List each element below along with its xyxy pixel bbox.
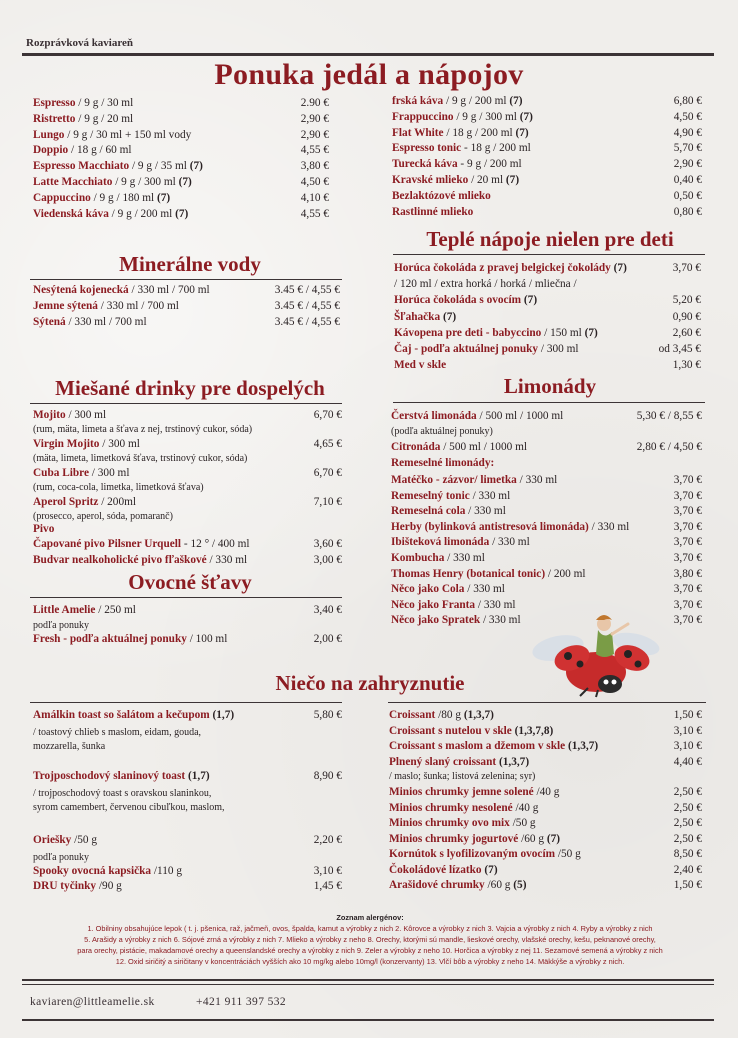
item-detail: / 330 ml / 700 ml (128, 284, 210, 296)
item-price: 3.45 € / 4,55 € (274, 284, 340, 296)
item-note: (rum, mäta, limeta a šťava z nej, trstinový cukor, sóda) (33, 424, 253, 435)
snack-item (389, 724, 553, 740)
item-detail: /60 g (518, 832, 547, 845)
item-detail: / 9 g / 200 ml (108, 207, 176, 220)
item-detail: / 330 ml (475, 598, 516, 611)
item-price: 5,30 € / 8,55 € (636, 410, 702, 422)
item-price: 3.45 € / 4,55 € (274, 316, 340, 328)
item-note: mozzarella, šunka (33, 741, 106, 752)
item-price: 2,40 € (673, 863, 702, 876)
item-price: 2,50 € (673, 817, 702, 829)
item-price: 6,70 € (313, 409, 342, 421)
item-name: Minios chrumky nesolené (389, 801, 513, 814)
item-name: Ristretto (33, 112, 76, 125)
section-rule (393, 254, 705, 255)
item-price: 6,80 € (673, 95, 702, 107)
craft-item (391, 504, 506, 520)
top-divider (22, 53, 714, 56)
item-name: Cuba Libre (33, 467, 89, 479)
item-name: Doppio (33, 144, 69, 157)
item-allergens: (1,3,7,8) (514, 724, 554, 737)
item-price: 0,80 € (673, 205, 702, 218)
item-price: 4,55 € (300, 207, 329, 220)
item-name: Budvar nealkoholické pivo fľaškové (33, 553, 207, 566)
coffee-item (33, 96, 133, 112)
snack-item (389, 801, 538, 817)
item-detail: / 18 g / 60 ml (68, 144, 132, 157)
item-detail: / 300 ml (99, 438, 140, 450)
item-name: Minios chrumky jogurtové (389, 832, 519, 845)
section-title-snacks: Niečo na zahryznutie (275, 671, 465, 695)
item-detail: - 9 g / 200 ml (457, 158, 522, 171)
item-price: 3,70 € (673, 536, 702, 549)
item-detail: / 330 ml (480, 614, 521, 627)
item-price: 3,10 € (673, 724, 702, 737)
item-name: Croissant s nutelou v skle (389, 724, 512, 737)
item-price: 1,50 € (673, 709, 702, 721)
item-allergens: (1,7) (212, 709, 235, 721)
allergen-line: 12. Oxid siričitý a siričitany v koncentráciách vyšších ako 10 mg/kg alebo 10mg/l (konzervanty) 13. Vlčí bôb a výrobky z neho 14. Mäkkýše a výrobky z nich. (115, 957, 625, 966)
item-price: 3,00 € (313, 553, 342, 566)
allergen-title: Zoznam alergénov: (336, 913, 404, 922)
craft-lemonade-label: Remeselné limonády: (391, 457, 495, 469)
item-price: 2,50 € (673, 786, 702, 798)
item-name: Kornútok s lyofilizovaným ovocím (389, 848, 556, 860)
item-name: Nesýtená kojenecká (33, 284, 129, 296)
item-price: 4,50 € (300, 176, 329, 188)
item-name: Kombucha (391, 552, 445, 564)
item-name: Espresso tonic (392, 142, 462, 155)
item-name: Flat White (392, 126, 444, 139)
item-detail: / 330 ml / 700 ml (65, 316, 147, 328)
item-allergens: (7) (156, 191, 171, 204)
item-allergens: (1,3,7) (463, 709, 494, 721)
item-name: Něco jako Spratek (391, 614, 481, 627)
craft-item (391, 598, 516, 614)
item-price: od 3,45 € (658, 343, 701, 355)
beer-item (33, 553, 247, 569)
item-name: Minios chrumky ovo mix (389, 817, 510, 829)
coffee-item (33, 143, 132, 159)
section-title-mixed: Miešané drinky pre dospelých (55, 376, 325, 400)
snack-item (389, 755, 529, 771)
item-name: Šľahačka (394, 310, 441, 323)
item-name: Latte Macchiato (33, 176, 113, 188)
item-price: 2,90 € (300, 112, 329, 125)
item-price: 6,70 € (313, 467, 342, 479)
craft-item (391, 473, 557, 489)
item-allergens: (7) (613, 262, 627, 274)
item-allergens: (1,7) (187, 770, 210, 782)
item-price: 4,40 € (673, 755, 702, 768)
allergen-legend (30, 912, 710, 967)
item-detail: / 330 ml (588, 520, 630, 533)
item-price: 2,50 € (673, 801, 702, 814)
item-note: / trojposchodový toast s oravskou slaninkou, (33, 788, 212, 799)
item-detail: / 330 ml (465, 505, 506, 518)
coffee-item (33, 159, 203, 175)
item-price: 2,00 € (313, 633, 342, 645)
item-allergens: (1,3,7) (498, 755, 530, 768)
item-price: 5,70 € (673, 142, 702, 155)
item-price: 3.45 € / 4,55 € (274, 300, 340, 312)
coffee-item (392, 157, 522, 173)
item-detail: /110 g (151, 865, 182, 877)
item-detail: / 9 g / 300 ml (453, 110, 520, 123)
item-detail: / 330 ml (206, 553, 248, 566)
item-note: (prosecco, aperol, sóda, pomaranč) (33, 511, 173, 522)
item-detail: /80 g (435, 709, 464, 721)
juice-item (33, 603, 136, 619)
item-name: Frappuccino (392, 110, 454, 123)
warm-item (394, 310, 456, 326)
snack-item (33, 879, 122, 895)
coffee-item (392, 110, 533, 126)
item-detail: / 9 g / 30 ml (75, 97, 134, 109)
footer-divider (22, 1019, 714, 1021)
snack-item (389, 785, 559, 801)
item-detail: / 330 ml (516, 474, 558, 486)
item-price: 4,55 € (300, 144, 329, 157)
warm-item (394, 293, 537, 309)
item-detail: / 330 ml (469, 489, 511, 502)
section-title-lemonade: Limonády (503, 374, 597, 398)
beer-item (33, 537, 250, 553)
item-price: 3,70 € (673, 505, 702, 518)
item-price: 3,70 € (673, 598, 702, 611)
item-price: 3,70 € (673, 489, 702, 502)
item-allergens: (5) (513, 879, 527, 891)
item-detail: / 500 ml / 1000 ml (476, 410, 564, 422)
item-price: 3,10 € (673, 740, 702, 752)
item-detail: /50 g (71, 834, 98, 846)
contact-phone[interactable]: +421 911 397 532 (196, 996, 287, 1008)
item-detail: /50 g (555, 848, 581, 860)
item-name: Espresso Macchiato (33, 160, 130, 173)
item-detail: / 9 g / 300 ml (112, 176, 179, 188)
craft-item (391, 551, 485, 567)
coffee-item (33, 175, 192, 191)
section-title-juice: Ovocné šťavy (128, 570, 252, 594)
warm-item (394, 326, 598, 342)
item-name: Matéčko - zázvor/ limetka (391, 474, 517, 486)
item-price: 0,50 € (673, 189, 702, 202)
item-allergens: (7) (175, 207, 189, 220)
craft-item (391, 613, 521, 629)
mineral-item (33, 299, 179, 315)
item-allergens: (1,3,7) (567, 740, 599, 752)
item-note: (rum, coca-cola, limetka, limetková šťava) (33, 482, 204, 493)
item-name: Čerstvá limonáda (391, 410, 477, 422)
bottom-divider-thin (22, 984, 714, 985)
item-detail: / 9 g / 35 ml (129, 160, 190, 173)
item-detail: / 100 ml (186, 633, 228, 645)
bottom-divider (22, 979, 714, 981)
item-price: 3,40 € (313, 604, 342, 616)
snack-item (389, 708, 494, 724)
section-title-warm: Teplé nápoje nielen pre deti (426, 227, 674, 251)
item-price: 2,60 € (672, 326, 701, 339)
coffee-item (392, 189, 491, 205)
item-detail: / 200ml (98, 496, 137, 508)
item-name: Kravské mlieko (392, 174, 469, 186)
snack-item (389, 878, 526, 894)
item-name: Čokoládové lízatko (389, 863, 482, 876)
craft-item (391, 582, 505, 598)
item-price: 8,50 € (673, 848, 702, 860)
item-name: Citronáda (391, 441, 441, 453)
item-name: Čaj - podľa aktuálnej ponuky (394, 343, 539, 355)
item-detail: /40 g (533, 786, 560, 798)
item-price: 1,50 € (673, 879, 702, 891)
mixed-item (33, 408, 106, 424)
item-price: 3,70 € (673, 614, 702, 627)
item-price: 5,20 € (672, 294, 701, 307)
item-detail: / 300 ml (88, 467, 130, 479)
item-allergens: (7) (519, 110, 533, 123)
item-price: 1,45 € (313, 880, 342, 892)
item-allergens: (7) (505, 174, 520, 186)
snack-item (389, 832, 560, 848)
item-allergens: (7) (515, 126, 529, 139)
item-price: 3,70 € (673, 583, 702, 596)
snack-item (33, 864, 182, 880)
item-price: 7,10 € (313, 496, 342, 508)
mineral-item (33, 283, 210, 299)
snack-item (389, 847, 581, 863)
item-detail: / 330 ml / 700 ml (97, 300, 179, 312)
coffee-item (392, 94, 523, 110)
item-name: Croissant s maslom a džemom v skle (389, 740, 566, 752)
craft-item (391, 489, 510, 505)
section-title-mineral: Minerálne vody (119, 252, 261, 276)
item-name: Amálkin toast so šalátom a kečupom (33, 709, 210, 721)
warm-item (394, 277, 577, 293)
item-allergens: (7) (484, 863, 498, 876)
item-price: 3,80 € (673, 567, 702, 580)
craft-item (391, 567, 586, 583)
page-title: Ponuka jedál a nápojov (214, 58, 524, 91)
item-detail: / 300 ml (65, 409, 107, 421)
item-price: 2,90 € (673, 158, 702, 171)
item-detail: /50 g (509, 817, 536, 829)
coffee-item (33, 207, 188, 223)
item-name: Lungo (33, 128, 65, 141)
item-name: Plnený slaný croissant (389, 755, 497, 768)
item-name: Herby (bylinková antistresová limonáda) (391, 520, 589, 533)
item-detail: / 20 ml (468, 174, 506, 186)
item-price: 4,65 € (313, 438, 342, 450)
item-name: Aperol Spritz (33, 496, 99, 508)
snack-item (389, 739, 598, 755)
item-price: 2,50 € (673, 832, 702, 845)
item-price: 0,90 € (672, 310, 701, 323)
section-rule (393, 402, 705, 403)
item-detail: / 150 ml (541, 326, 585, 339)
coffee-item (33, 112, 133, 128)
item-name: Trojposchodový slaninový toast (33, 770, 186, 782)
warm-item (394, 358, 446, 374)
item-note: (podľa aktuálnej ponuky) (391, 426, 493, 437)
item-name: Sýtená (33, 316, 66, 328)
item-name: Mojito (33, 409, 66, 421)
mixed-item (33, 437, 140, 453)
item-price: 4,90 € (673, 126, 702, 139)
item-price: 5,80 € (313, 709, 342, 721)
item-name: Něco jako Franta (391, 598, 476, 611)
item-detail: / 300 ml (538, 343, 579, 355)
warm-item (394, 342, 579, 358)
brand-name: Rozprávková kaviareň (26, 37, 134, 49)
item-price: 3,10 € (313, 865, 342, 877)
item-name: Minios chrumky jemne solené (389, 786, 534, 798)
item-name: Croissant (389, 709, 436, 721)
item-name: Oriešky (33, 834, 72, 846)
item-allergens: (7) (584, 326, 598, 339)
snack-item (389, 816, 536, 832)
item-detail: / 9 g / 200 ml (443, 95, 510, 107)
item-price: 3,70 € (673, 520, 702, 533)
item-detail: / 200 ml (545, 567, 586, 580)
item-price: 3,70 € (673, 552, 702, 564)
item-name: Bezlaktózové mlieko (392, 189, 491, 202)
beer-label: Pivo (33, 523, 55, 535)
allergen-line: 5. Arašidy a výrobky z nich 6. Sójové zrná a výrobky z nich 7. Mlieko a výrobky z neho 8. Orechy, ktorými sú mandle, lieskové orechy, vlašské orechy, kešu, peknanové orechy, (84, 935, 656, 944)
item-name: Med v skle (394, 359, 447, 372)
item-name: Čapované pivo Pilsner Urquell (33, 538, 182, 550)
item-detail: /90 g (96, 880, 122, 892)
section-rule (30, 702, 342, 703)
item-note: podľa ponuky (33, 620, 90, 631)
item-name: Little Amelie (33, 604, 96, 616)
item-name: Remeselná cola (391, 505, 466, 518)
item-note: podľa ponuky (33, 852, 90, 863)
item-price: 2,90 € (300, 128, 329, 141)
item-detail: / 330 ml (464, 583, 505, 596)
item-detail: / 120 ml / extra horká / horká / mliečna / (394, 278, 577, 291)
item-price: 3,70 € (673, 474, 702, 486)
contact-email[interactable]: kaviaren@littleamelie.sk (30, 996, 155, 1008)
snack-item (33, 833, 97, 849)
snack-item (33, 708, 234, 724)
item-allergens: (7) (509, 95, 523, 107)
item-detail: - 18 g / 200 ml (461, 142, 531, 155)
item-detail: / 330 ml (444, 552, 485, 564)
item-detail: / 250 ml (95, 604, 136, 616)
mixed-item (33, 495, 136, 511)
mixed-item (33, 466, 129, 482)
item-detail: / 18 g / 200 ml (443, 126, 516, 139)
item-price: 1,30 € (672, 359, 701, 372)
section-rule (30, 403, 342, 404)
item-name: Horúca čokoláda s ovocím (394, 294, 522, 307)
item-name: Fresh - podľa aktuálnej ponuky (33, 633, 187, 645)
item-detail: - 12 ° / 400 ml (181, 538, 250, 550)
item-name: Horúca čokoláda z pravej belgickej čokolády (394, 262, 611, 274)
item-allergens: (7) (442, 310, 457, 323)
item-name: Viedenská káva (33, 207, 109, 220)
item-name: Kávopena pre deti - babyccino (394, 326, 542, 339)
item-name: Spooky ovocná kapsička (33, 865, 152, 877)
item-allergens: (7) (178, 176, 192, 188)
item-name: Remeselný tonic (391, 489, 470, 502)
item-price: 4,10 € (300, 191, 329, 204)
item-detail: /60 g (484, 879, 514, 891)
lemonade-item (391, 440, 527, 456)
item-price: 3,60 € (313, 538, 342, 550)
item-name: Rastlinné mlieko (392, 205, 474, 218)
item-note: syrom camembert, červenou cibuľkou, maslom, (33, 802, 225, 813)
item-note: / maslo; šunka; listová zelenina; syr) (389, 771, 536, 782)
item-allergens: (7) (546, 832, 561, 845)
item-detail: /40 g (512, 801, 539, 814)
item-price: 3,70 € (672, 262, 701, 274)
item-detail: / 9 g / 30 ml + 150 ml vody (64, 128, 192, 141)
craft-item (391, 535, 530, 551)
juice-item (33, 632, 227, 648)
item-price: 2,80 € / 4,50 € (636, 441, 702, 453)
item-name: Ibišteková limonáda (391, 536, 490, 549)
item-name: Něco jako Cola (391, 583, 465, 596)
item-name: Arašidové chrumky (389, 879, 485, 891)
item-note: (mäta, limeta, limetková šťava, trstinový cukor, sóda) (33, 453, 248, 464)
item-name: Thomas Henry (botanical tonic) (391, 567, 546, 580)
item-detail: / 330 ml (489, 536, 530, 549)
item-name: Turecká káva (392, 158, 458, 171)
coffee-item (33, 128, 191, 144)
mineral-item (33, 315, 147, 331)
section-rule (30, 279, 342, 280)
allergen-line: 1. Obilniny obsahujúce lepok ( t. j. pšenica, raž, jačmeň, ovos, špalda, kamut a výrobky z nich 2. Kôrovce a výrobky z nich 3. Vajcia a výrobky z nich 4. Ryby a výrobky z nich (87, 924, 653, 933)
coffee-item (392, 173, 519, 189)
item-name: Jemne sýtená (33, 300, 98, 312)
allergen-line: para orechy, pistácie, makadamové orechy a queenslandské orechy a výrobky z nich 9. Zeler a výrobky z neho 10. Horčica a výrobky z nej 11. Sezamové semená a výrobky z nich (77, 946, 663, 955)
section-rule (30, 597, 342, 598)
coffee-item (392, 126, 529, 142)
item-price: 2,20 € (313, 834, 342, 846)
lemonade-item (391, 409, 563, 425)
item-name: frská káva (392, 95, 444, 107)
snack-item (389, 863, 498, 879)
item-price: 2.90 € (300, 97, 329, 109)
item-price: 0,40 € (673, 174, 702, 186)
item-price: 3,80 € (300, 160, 329, 173)
coffee-item (392, 205, 473, 221)
coffee-item (33, 191, 170, 207)
item-name: Virgin Mojito (33, 438, 100, 450)
item-name: Cappuccino (33, 191, 91, 204)
item-detail: / 9 g / 180 ml (90, 191, 157, 204)
item-note: / toastový chlieb s maslom, eidam, gouda, (33, 727, 202, 738)
item-detail: / 500 ml / 1000 ml (440, 441, 528, 453)
item-name: DRU tyčinky (33, 880, 97, 892)
item-allergens: (7) (523, 294, 538, 307)
snack-item (33, 769, 210, 785)
item-name: Espresso (33, 97, 76, 109)
item-detail: / 9 g / 20 ml (75, 112, 134, 125)
coffee-item (392, 141, 531, 157)
item-allergens: (7) (189, 160, 203, 173)
section-rule (388, 702, 706, 703)
item-price: 4,50 € (673, 110, 702, 123)
item-price: 8,90 € (313, 770, 342, 782)
